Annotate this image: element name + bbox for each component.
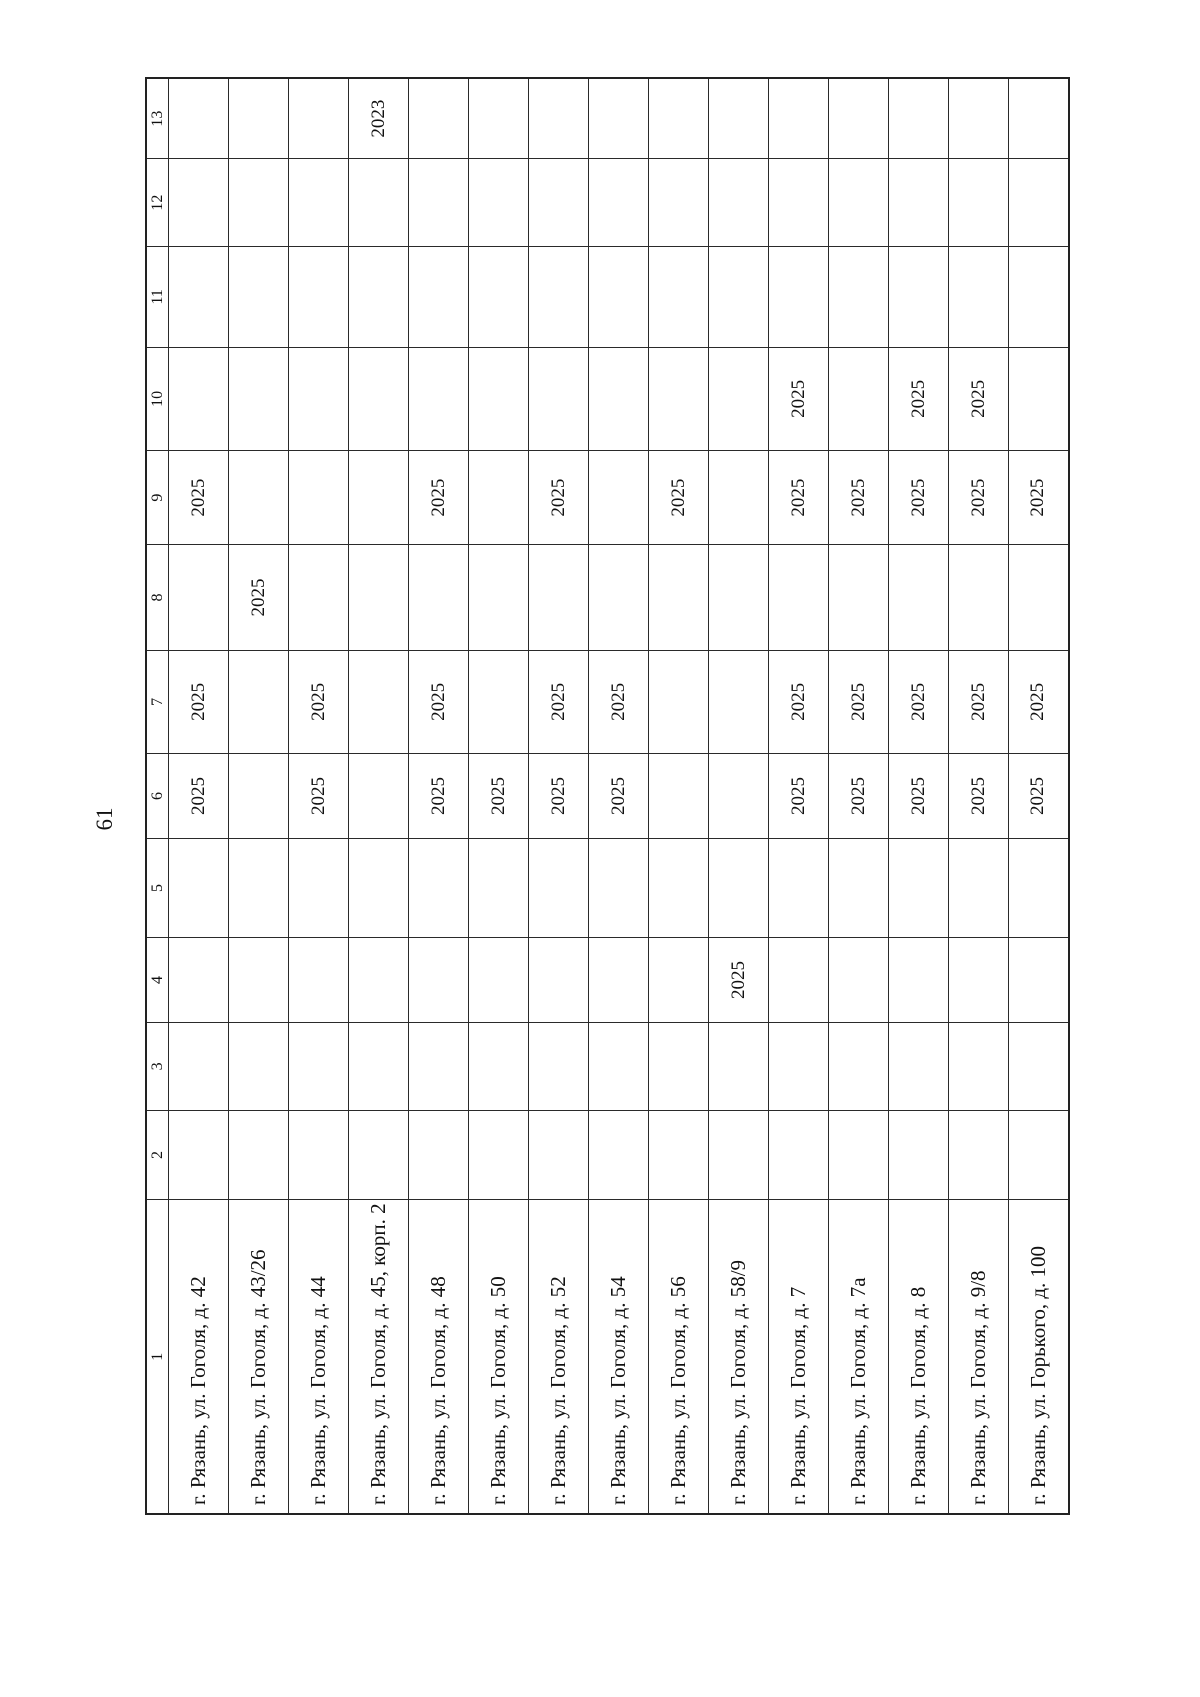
year-cell-col-8: 2025 <box>229 545 289 650</box>
year-cell-col-4 <box>649 937 709 1022</box>
year-cell-col-11 <box>1009 246 1069 347</box>
table-row <box>649 78 709 1514</box>
column-header-6: 6 <box>146 753 169 838</box>
year-cell-col-5 <box>889 839 949 938</box>
year-cell-col-9: 2025 <box>409 451 469 545</box>
year-cell-col-5 <box>349 839 409 938</box>
address-cell: г. Рязань, ул. Гоголя, д. 42 <box>169 1200 229 1514</box>
year-cell-col-9: 2025 <box>1009 451 1069 545</box>
year-cell-col-9: 2025 <box>649 451 709 545</box>
year-cell-col-13 <box>409 78 469 159</box>
year-cell-col-8 <box>709 545 769 650</box>
table-row <box>709 78 769 1514</box>
year-cell-col-12 <box>589 159 649 247</box>
year-cell-col-6: 2025 <box>769 753 829 838</box>
year-cell-col-8 <box>409 545 469 650</box>
year-cell-col-5 <box>709 839 769 938</box>
column-header-1: 1 <box>146 1200 169 1514</box>
year-cell-col-3 <box>349 1023 409 1111</box>
year-cell-col-6: 2025 <box>1009 753 1069 838</box>
year-cell-col-12 <box>949 159 1009 247</box>
year-cell-col-6 <box>349 753 409 838</box>
address-cell: г. Рязань, ул. Гоголя, д. 7 <box>769 1200 829 1514</box>
year-cell-col-7: 2025 <box>289 650 349 753</box>
year-cell-col-5 <box>649 839 709 938</box>
year-cell-col-2 <box>229 1110 289 1200</box>
year-cell-col-4 <box>529 937 589 1022</box>
year-cell-col-9: 2025 <box>949 451 1009 545</box>
year-cell-col-13 <box>949 78 1009 159</box>
year-cell-col-2 <box>649 1110 709 1200</box>
year-cell-col-7: 2025 <box>949 650 1009 753</box>
year-cell-col-10 <box>229 347 289 450</box>
year-cell-col-11 <box>829 246 889 347</box>
year-cell-col-3 <box>529 1023 589 1111</box>
year-cell-col-12 <box>889 159 949 247</box>
year-cell-col-5 <box>229 839 289 938</box>
year-cell-col-5 <box>949 839 1009 938</box>
year-cell-col-13 <box>289 78 349 159</box>
table-row <box>829 78 889 1514</box>
year-cell-col-3 <box>949 1023 1009 1111</box>
year-cell-col-11 <box>529 246 589 347</box>
year-cell-col-2 <box>529 1110 589 1200</box>
year-cell-col-3 <box>589 1023 649 1111</box>
year-cell-col-4 <box>589 937 649 1022</box>
year-cell-col-5 <box>1009 839 1069 938</box>
year-cell-col-9 <box>229 451 289 545</box>
year-cell-col-12 <box>829 159 889 247</box>
year-cell-col-6: 2025 <box>169 753 229 838</box>
year-cell-col-2 <box>769 1110 829 1200</box>
year-cell-col-7 <box>229 650 289 753</box>
year-cell-col-13 <box>589 78 649 159</box>
year-cell-col-10 <box>289 347 349 450</box>
year-cell-col-11 <box>409 246 469 347</box>
year-cell-col-2 <box>409 1110 469 1200</box>
year-cell-col-5 <box>829 839 889 938</box>
year-cell-col-4 <box>349 937 409 1022</box>
address-cell: г. Рязань, ул. Гоголя, д. 58/9 <box>709 1200 769 1514</box>
year-cell-col-12 <box>709 159 769 247</box>
year-cell-col-4 <box>409 937 469 1022</box>
year-cell-col-6: 2025 <box>589 753 649 838</box>
year-cell-col-12 <box>769 159 829 247</box>
table-row <box>409 78 469 1514</box>
year-cell-col-7: 2025 <box>589 650 649 753</box>
year-cell-col-9 <box>469 451 529 545</box>
year-cell-col-3 <box>709 1023 769 1111</box>
year-cell-col-4 <box>829 937 889 1022</box>
year-cell-col-10 <box>409 347 469 450</box>
address-cell: г. Рязань, ул. Гоголя, д. 9/8 <box>949 1200 1009 1514</box>
year-cell-col-6: 2025 <box>829 753 889 838</box>
year-cell-col-2 <box>709 1110 769 1200</box>
year-cell-col-13 <box>229 78 289 159</box>
year-cell-col-10 <box>649 347 709 450</box>
year-cell-col-3 <box>769 1023 829 1111</box>
year-cell-col-4 <box>289 937 349 1022</box>
year-cell-col-13 <box>169 78 229 159</box>
year-cell-col-11 <box>349 246 409 347</box>
address-cell: г. Рязань, ул. Горького, д. 100 <box>1009 1200 1069 1514</box>
year-cell-col-3 <box>829 1023 889 1111</box>
year-cell-col-3 <box>409 1023 469 1111</box>
year-cell-col-7 <box>709 650 769 753</box>
column-header-5: 5 <box>146 839 169 938</box>
column-header-2: 2 <box>146 1110 169 1200</box>
table-body <box>169 78 1069 1514</box>
year-cell-col-6: 2025 <box>289 753 349 838</box>
year-cell-col-8 <box>889 545 949 650</box>
table-row <box>469 78 529 1514</box>
year-cell-col-6: 2025 <box>409 753 469 838</box>
year-cell-col-3 <box>889 1023 949 1111</box>
year-cell-col-13 <box>649 78 709 159</box>
year-cell-col-6 <box>709 753 769 838</box>
table-row <box>1009 78 1069 1514</box>
address-cell: г. Рязань, ул. Гоголя, д. 44 <box>289 1200 349 1514</box>
year-cell-col-8 <box>169 545 229 650</box>
table-row <box>889 78 949 1514</box>
year-cell-col-8 <box>829 545 889 650</box>
year-cell-col-10: 2025 <box>949 347 1009 450</box>
year-cell-col-11 <box>709 246 769 347</box>
address-cell: г. Рязань, ул. Гоголя, д. 54 <box>589 1200 649 1514</box>
table-row <box>949 78 1009 1514</box>
address-cell: г. Рязань, ул. Гоголя, д. 50 <box>469 1200 529 1514</box>
year-cell-col-9 <box>289 451 349 545</box>
year-cell-col-13 <box>1009 78 1069 159</box>
column-header-13: 13 <box>146 78 169 159</box>
address-cell: г. Рязань, ул. Гоголя, д. 56 <box>649 1200 709 1514</box>
repair-schedule-table <box>145 77 1070 1515</box>
year-cell-col-10 <box>709 347 769 450</box>
year-cell-col-10 <box>529 347 589 450</box>
year-cell-col-8 <box>589 545 649 650</box>
year-cell-col-5 <box>589 839 649 938</box>
page-number: 61 <box>92 807 117 831</box>
year-cell-col-3 <box>169 1023 229 1111</box>
column-header-10: 10 <box>146 347 169 450</box>
table-header-row <box>146 78 169 1514</box>
year-cell-col-13 <box>469 78 529 159</box>
year-cell-col-3 <box>649 1023 709 1111</box>
address-cell: г. Рязань, ул. Гоголя, д. 52 <box>529 1200 589 1514</box>
year-cell-col-12 <box>649 159 709 247</box>
year-cell-col-13 <box>769 78 829 159</box>
year-cell-col-11 <box>889 246 949 347</box>
year-cell-col-10 <box>829 347 889 450</box>
year-cell-col-6: 2025 <box>529 753 589 838</box>
year-cell-col-12 <box>229 159 289 247</box>
year-cell-col-11 <box>649 246 709 347</box>
year-cell-col-10 <box>169 347 229 450</box>
year-cell-col-12 <box>1009 159 1069 247</box>
year-cell-col-2 <box>169 1110 229 1200</box>
year-cell-col-2 <box>469 1110 529 1200</box>
year-cell-col-2 <box>889 1110 949 1200</box>
column-header-9: 9 <box>146 451 169 545</box>
year-cell-col-12 <box>409 159 469 247</box>
year-cell-col-12 <box>529 159 589 247</box>
year-cell-col-7 <box>469 650 529 753</box>
column-header-12: 12 <box>146 159 169 247</box>
year-cell-col-5 <box>289 839 349 938</box>
year-cell-col-11 <box>169 246 229 347</box>
year-cell-col-2 <box>589 1110 649 1200</box>
year-cell-col-10: 2025 <box>889 347 949 450</box>
year-cell-col-2 <box>349 1110 409 1200</box>
year-cell-col-13 <box>529 78 589 159</box>
year-cell-col-8 <box>469 545 529 650</box>
address-cell: г. Рязань, ул. Гоголя, д. 8 <box>889 1200 949 1514</box>
year-cell-col-9 <box>709 451 769 545</box>
table-row <box>229 78 289 1514</box>
year-cell-col-3 <box>229 1023 289 1111</box>
table-row <box>349 78 409 1514</box>
year-cell-col-6: 2025 <box>889 753 949 838</box>
year-cell-col-8 <box>529 545 589 650</box>
year-cell-col-8 <box>649 545 709 650</box>
year-cell-col-9 <box>589 451 649 545</box>
year-cell-col-7: 2025 <box>409 650 469 753</box>
year-cell-col-7: 2025 <box>889 650 949 753</box>
year-cell-col-11 <box>229 246 289 347</box>
year-cell-col-5 <box>529 839 589 938</box>
table-row <box>589 78 649 1514</box>
year-cell-col-9: 2025 <box>169 451 229 545</box>
year-cell-col-9 <box>349 451 409 545</box>
year-cell-col-9: 2025 <box>829 451 889 545</box>
address-cell: г. Рязань, ул. Гоголя, д. 7а <box>829 1200 889 1514</box>
column-header-11: 11 <box>146 246 169 347</box>
year-cell-col-11 <box>589 246 649 347</box>
column-header-4: 4 <box>146 937 169 1022</box>
year-cell-col-10 <box>469 347 529 450</box>
address-cell: г. Рязань, ул. Гоголя, д. 45, корп. 2 <box>349 1200 409 1514</box>
year-cell-col-6 <box>229 753 289 838</box>
table-row <box>769 78 829 1514</box>
table-row <box>289 78 349 1514</box>
year-cell-col-7: 2025 <box>1009 650 1069 753</box>
year-cell-col-3 <box>469 1023 529 1111</box>
year-cell-col-6: 2025 <box>949 753 1009 838</box>
year-cell-col-4 <box>1009 937 1069 1022</box>
year-cell-col-8 <box>349 545 409 650</box>
year-cell-col-2 <box>1009 1110 1069 1200</box>
year-cell-col-12 <box>469 159 529 247</box>
year-cell-col-10 <box>349 347 409 450</box>
year-cell-col-2 <box>829 1110 889 1200</box>
year-cell-col-7: 2025 <box>829 650 889 753</box>
year-cell-col-7: 2025 <box>769 650 829 753</box>
year-cell-col-3 <box>1009 1023 1069 1111</box>
year-cell-col-13 <box>889 78 949 159</box>
year-cell-col-2 <box>949 1110 1009 1200</box>
year-cell-col-7 <box>349 650 409 753</box>
year-cell-col-4 <box>469 937 529 1022</box>
year-cell-col-9: 2025 <box>529 451 589 545</box>
year-cell-col-13 <box>709 78 769 159</box>
table-row <box>529 78 589 1514</box>
year-cell-col-10: 2025 <box>769 347 829 450</box>
year-cell-col-4 <box>229 937 289 1022</box>
column-header-3: 3 <box>146 1023 169 1111</box>
year-cell-col-7: 2025 <box>169 650 229 753</box>
year-cell-col-9: 2025 <box>769 451 829 545</box>
year-cell-col-9: 2025 <box>889 451 949 545</box>
year-cell-col-12 <box>169 159 229 247</box>
year-cell-col-4: 2025 <box>709 937 769 1022</box>
year-cell-col-8 <box>1009 545 1069 650</box>
year-cell-col-11 <box>469 246 529 347</box>
year-cell-col-13 <box>829 78 889 159</box>
address-cell: г. Рязань, ул. Гоголя, д. 43/26 <box>229 1200 289 1514</box>
year-cell-col-12 <box>289 159 349 247</box>
year-cell-col-5 <box>169 839 229 938</box>
year-cell-col-3 <box>289 1023 349 1111</box>
year-cell-col-13: 2023 <box>349 78 409 159</box>
year-cell-col-8 <box>769 545 829 650</box>
table-row <box>169 78 229 1514</box>
year-cell-col-11 <box>769 246 829 347</box>
year-cell-col-10 <box>589 347 649 450</box>
year-cell-col-12 <box>349 159 409 247</box>
year-cell-col-5 <box>769 839 829 938</box>
year-cell-col-6 <box>649 753 709 838</box>
column-header-8: 8 <box>146 545 169 650</box>
year-cell-col-7 <box>649 650 709 753</box>
year-cell-col-7: 2025 <box>529 650 589 753</box>
year-cell-col-8 <box>289 545 349 650</box>
year-cell-col-4 <box>169 937 229 1022</box>
year-cell-col-11 <box>949 246 1009 347</box>
year-cell-col-4 <box>949 937 1009 1022</box>
year-cell-col-8 <box>949 545 1009 650</box>
year-cell-col-10 <box>1009 347 1069 450</box>
column-header-7: 7 <box>146 650 169 753</box>
year-cell-col-5 <box>409 839 469 938</box>
year-cell-col-6: 2025 <box>469 753 529 838</box>
year-cell-col-2 <box>289 1110 349 1200</box>
year-cell-col-4 <box>889 937 949 1022</box>
year-cell-col-5 <box>469 839 529 938</box>
year-cell-col-11 <box>289 246 349 347</box>
address-cell: г. Рязань, ул. Гоголя, д. 48 <box>409 1200 469 1514</box>
year-cell-col-4 <box>769 937 829 1022</box>
